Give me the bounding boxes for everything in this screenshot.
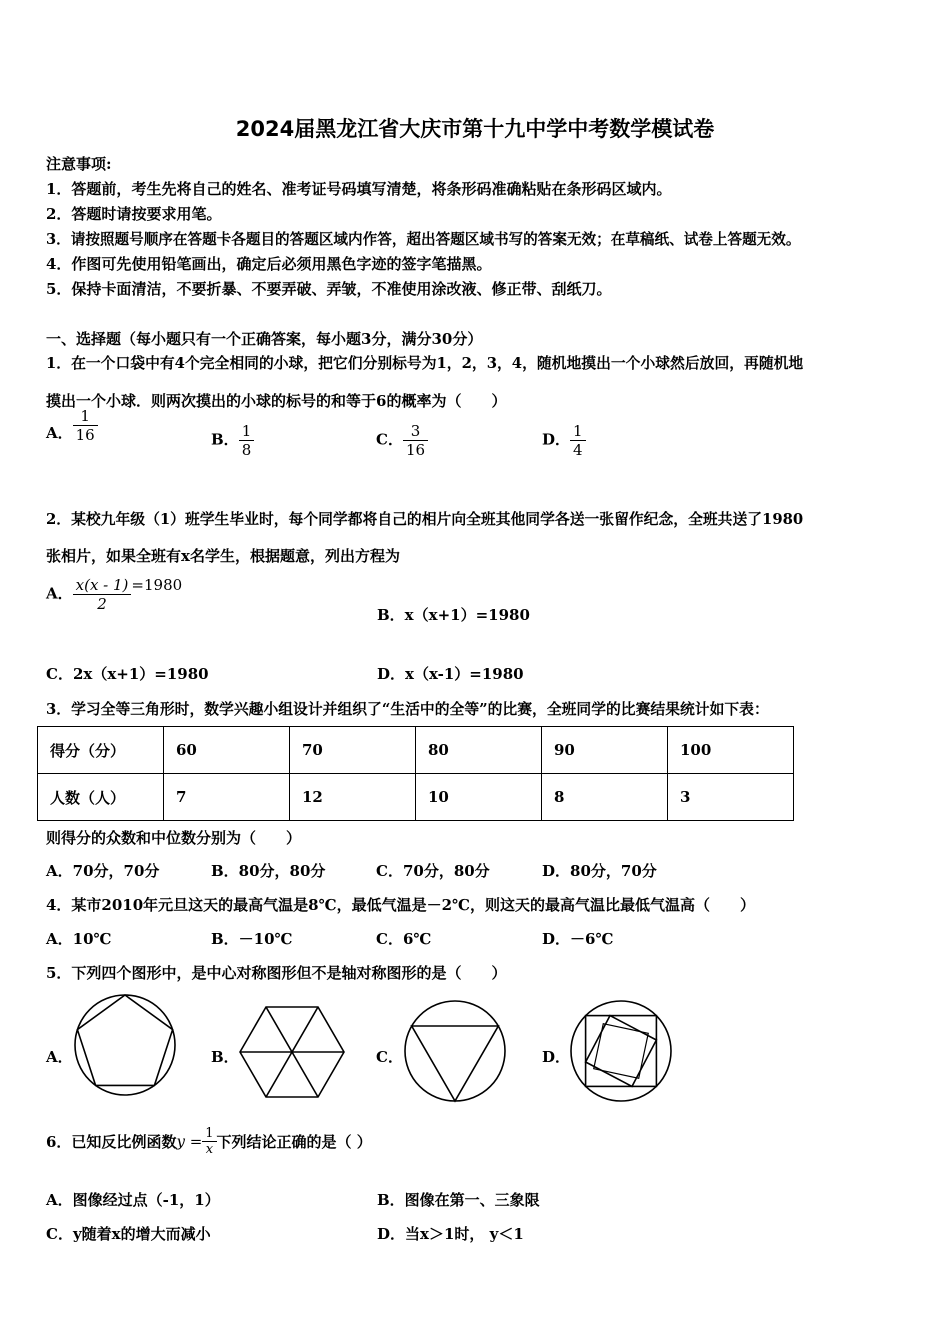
page-title: 2024届黑龙江省大庆市第十九中学中考数学模试卷 xyxy=(235,117,715,141)
q2-option-d[interactable]: D．x（x-1）=1980 xyxy=(377,665,524,683)
q3-stem-line1: 3．学习全等三角形时，数学兴趣小组设计并组织了“生活中的全等”的比赛，全班同学的比赛结果统计如下表： xyxy=(46,701,769,718)
q4-option-c[interactable]: C．6℃ xyxy=(376,930,432,948)
table-cell: 60 xyxy=(164,727,290,774)
q2-option-b[interactable]: B．x（x+1）=1980 xyxy=(377,606,530,624)
q4-stem: 4．某市2010年元旦这天的最高气温是8℃，最低气温是－2℃，则这天的最高气温比最低气温高（ ） xyxy=(46,896,756,914)
table-cell: 100 xyxy=(668,727,794,774)
table-cell: 10 xyxy=(416,774,542,821)
q3-option-b[interactable]: B．80分，80分 xyxy=(211,862,326,880)
q3-stem-line2: 则得分的众数和中位数分别为（ ） xyxy=(46,829,302,847)
q4-option-a[interactable]: A．10℃ xyxy=(46,930,112,948)
notes-heading: 注意事项: xyxy=(46,155,112,173)
q2-stem-line2: 张相片，如果全班有x名学生，根据题意，列出方程为 xyxy=(46,547,400,565)
q6-option-d[interactable]: D．当x＞1时， y＜1 xyxy=(377,1225,524,1243)
table-row xyxy=(38,774,794,821)
q5-option-b-label[interactable]: B． xyxy=(211,1048,239,1066)
q6-option-a[interactable]: A．图像经过点（-1，1） xyxy=(46,1191,220,1209)
q6-option-c[interactable]: C．y随着x的增大而减小 xyxy=(46,1225,211,1243)
table-header-cell: 得分（分） xyxy=(38,727,164,774)
table-cell: 80 xyxy=(416,727,542,774)
q3-option-d[interactable]: D．80分，70分 xyxy=(542,862,657,880)
table-header-cell: 人数（人） xyxy=(38,774,164,821)
divided-hexagon-figure[interactable] xyxy=(237,1004,347,1100)
section-heading: 一、选择题（每小题只有一个正确答案，每小题3分，满分30分） xyxy=(46,330,483,348)
table-cell: 90 xyxy=(542,727,668,774)
table-cell: 70 xyxy=(290,727,416,774)
q1-option-a[interactable]: A． $\frac{1}{16}$ xyxy=(46,422,98,444)
q2-stem-line1: 2．某校九年级（1）班学生毕业时，每个同学都将自己的相片向全班其他同学各送一张留作纪念，全班共送了1980 xyxy=(46,511,804,528)
q3-option-c[interactable]: C．70分，80分 xyxy=(376,862,490,880)
q4-option-b[interactable]: B．－10℃ xyxy=(211,930,293,948)
score-table xyxy=(37,726,794,821)
q2-option-a[interactable]: A． $\frac{x(x - 1)}{2}$ =1980 xyxy=(46,575,183,613)
note-item: 3．请按照题号顺序在答题卡各题目的答题区域内作答，超出答题区域书写的答案无效；在草稿纸、试卷上答题无效。 xyxy=(46,231,801,248)
q6-option-b[interactable]: B．图像在第一、三象限 xyxy=(377,1191,540,1209)
q2-option-c[interactable]: C．2x（x+1）=1980 xyxy=(46,665,209,683)
q4-option-d[interactable]: D．－6℃ xyxy=(542,930,614,948)
table-cell: 12 xyxy=(290,774,416,821)
circle-squares-figure[interactable] xyxy=(568,998,674,1104)
q1-option-b[interactable]: B． $\frac{1}{8}$ xyxy=(211,422,254,459)
q1-stem-line1: 1．在一个口袋中有4个完全相同的小球，把它们分别标号为1，2，3，4，随机地摸出一个小球然后放回，再随机地 xyxy=(46,355,804,372)
note-item: 2．答题时请按要求用笔。 xyxy=(46,205,222,223)
note-item: 4．作图可先使用铅笔画出，确定后必须用黑色字迹的签字笔描黑。 xyxy=(46,255,492,273)
circle-triangle-figure[interactable] xyxy=(402,998,508,1104)
q5-option-a-label[interactable]: A． xyxy=(46,1048,73,1066)
table-cell: 8 xyxy=(542,774,668,821)
q1-option-c[interactable]: C． $\frac{3}{16}$ xyxy=(376,422,428,459)
table-row xyxy=(38,727,794,774)
q3-option-a[interactable]: A．70分，70分 xyxy=(46,862,160,880)
q6-stem: 6．已知反比例函数y = $\frac{1}{x}$ 下列结论正确的是（ ） xyxy=(46,1126,372,1157)
q5-option-d-label[interactable]: D． xyxy=(542,1048,571,1066)
q5-option-c-label[interactable]: C． xyxy=(376,1048,403,1066)
q5-stem: 5．下列四个图形中，是中心对称图形但不是轴对称图形的是（ ） xyxy=(46,964,507,982)
q1-option-d[interactable]: D． $\frac{1}{4}$ xyxy=(542,422,586,459)
circle-pentagon-figure[interactable] xyxy=(72,992,178,1098)
q1-stem-line2: 摸出一个小球．则两次摸出的小球的标号的和等于6的概率为（ ） xyxy=(46,392,507,410)
table-cell: 7 xyxy=(164,774,290,821)
table-cell: 3 xyxy=(668,774,794,821)
note-item: 1．答题前，考生先将自己的姓名、准考证号码填写清楚，将条形码准确粘贴在条形码区域内。 xyxy=(46,180,672,198)
note-item: 5．保持卡面清洁，不要折暴、不要弄破、弄皱，不准使用涂改液、修正带、刮纸刀。 xyxy=(46,280,612,298)
